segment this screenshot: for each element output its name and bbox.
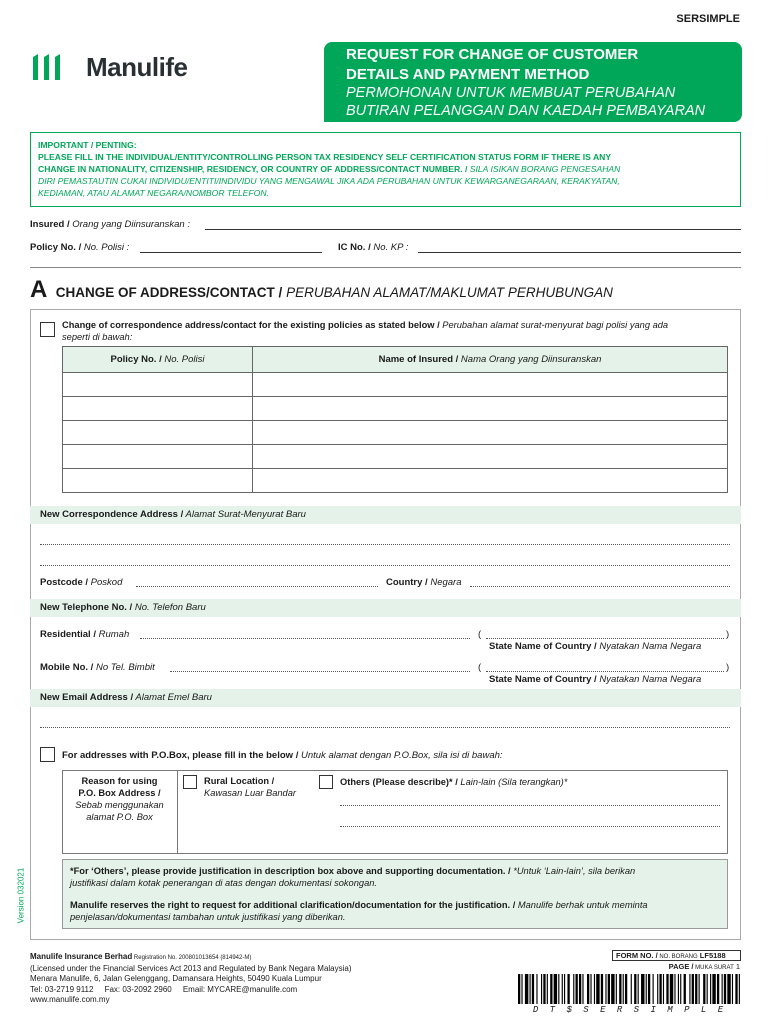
mobile-paren-open: ( (478, 662, 482, 673)
barcode (518, 974, 741, 1004)
title-banner (324, 42, 742, 122)
barcode-bar (689, 974, 690, 1004)
barcode-bar (712, 974, 715, 1004)
barcode-bar (722, 974, 723, 1004)
contact-line: Tel: 03-2719 9112 Fax: 03-2092 2960 Email: MYCARE@manulife.com (30, 984, 298, 994)
others-checkbox[interactable] (319, 775, 333, 789)
country-field[interactable] (470, 586, 730, 587)
policy-no-label: Policy No. / No. Polisi : (30, 242, 130, 253)
country-label: Country / Negara (386, 577, 462, 588)
barcode-bar (616, 974, 617, 1004)
barcode-bar (558, 974, 559, 1004)
section-letter: A (30, 276, 48, 303)
postcode-label: Postcode / Poskod (40, 577, 123, 588)
barcode-bar (678, 974, 679, 1004)
col-policy-no: Policy No. / No. Polisi (63, 347, 253, 373)
notice-ms-line4: KEDIAMAN, ATAU ALAMAT NEGARA/NOMBOR TELEFON. (38, 188, 269, 198)
important-notice (30, 132, 741, 207)
barcode-bar (518, 974, 520, 1004)
notice-en-line2: CHANGE IN NATIONALITY, CITIZENSHIP, RESIDENCY, OR COUNTRY OF ADDRESS/CONTACT NUMBER. / (38, 164, 468, 174)
page-number: PAGE / MUKA SURAT 1 (668, 962, 740, 971)
barcode-bar (724, 974, 726, 1004)
table-row (63, 469, 728, 493)
barcode-bar (657, 974, 658, 1004)
mobile-field[interactable] (170, 671, 470, 672)
barcode-bar (608, 974, 610, 1004)
pobox-reason-divider (177, 770, 178, 854)
reason-label: Reason for using P.O. Box Address / Sebab menggunakan alamat P.O. Box (75, 776, 164, 822)
title-ms-line1: PERMOHONAN UNTUK MEMBUAT PERUBAHAN (346, 85, 676, 101)
barcode-bar (695, 974, 697, 1004)
change-address-checkbox[interactable] (40, 322, 55, 337)
barcode-bar (601, 974, 603, 1004)
section-a-heading: A CHANGE OF ADDRESS/CONTACT / PERUBAHAN ALAMAT/MAKLUMAT PERHUBUNGAN (30, 276, 613, 303)
ic-no-label: IC No. / No. KP : (338, 242, 409, 253)
barcode-bar (532, 974, 534, 1004)
title-en-line2: DETAILS AND PAYMENT METHOD (346, 66, 590, 83)
barcode-bar (547, 974, 548, 1004)
barcode-bar (710, 974, 711, 1004)
barcode-text: D T $ S E R S I M P L E (532, 1005, 727, 1015)
mobile-paren-close: ) (726, 662, 730, 673)
barcode-bar (530, 974, 531, 1004)
form-number-box: FORM NO. / NO. BORANG LF5188 (612, 950, 741, 961)
manulife-logo-icon (30, 52, 64, 82)
barcode-bar (541, 974, 542, 1004)
others-label: Others (Please describe)* / Lain-lain (Sila terangkan)* (340, 777, 568, 787)
barcode-bar (567, 974, 569, 1004)
barcode-bar (573, 974, 574, 1004)
mobile-label: Mobile No. / No Tel. Bimbit (40, 662, 155, 673)
new-telephone-band: New Telephone No. / No. Telefon Baru (30, 599, 741, 617)
form-code-label: SERSIMPLE (676, 13, 740, 25)
barcode-bar (727, 974, 730, 1004)
mobile-country-field[interactable] (486, 671, 724, 672)
barcode-bar (638, 974, 639, 1004)
notice-ms-line3: DIRI PEMASTAUTIN CUKAI INDIVIDU/ENTITI/INDIVIDU YANG MENGAWAL JIKA ADA PERUBAHAN UNTUK KEWARGANEGARAAN, KERAKYATAN, (38, 176, 620, 186)
form-number: LF5188 (699, 951, 726, 960)
barcode-bar (670, 974, 673, 1004)
change-address-label: Change of correspondence address/contact for the existing policies as stated below / Perubahan alamat surat-menyurat bagi polisi yang ada seperti di bawah: (62, 320, 669, 342)
others-line-1[interactable] (340, 805, 720, 806)
notice-heading: IMPORTANT / PENTING: (38, 140, 137, 150)
barcode-bar (732, 974, 733, 1004)
barcode-bar (619, 974, 621, 1004)
pobox-label: For addresses with P.O.Box, please fill in the below / Untuk alamat dengan P.O.Box, sila isi di bawah: (62, 750, 503, 761)
residential-field[interactable] (140, 638, 470, 639)
notice-en-line1: PLEASE FILL IN THE INDIVIDUAL/ENTITY/CONTROLLING PERSON TAX RESIDENCY SELF CERTIFICATION STATUS FORM IF THERE IS ANY (38, 152, 612, 162)
mobile-state-hint: State Name of Country / Nyatakan Nama Negara (489, 674, 702, 685)
insured-field[interactable] (205, 229, 741, 230)
barcode-bar (554, 974, 557, 1004)
barcode-bar (648, 974, 650, 1004)
barcode-bar (692, 974, 694, 1004)
version-label: Version 032021 (16, 867, 26, 924)
barcode-bar (521, 974, 522, 1004)
col-name-insured: Name of Insured / Nama Orang yang Diinsuranskan (253, 347, 728, 373)
policy-cell[interactable] (63, 445, 253, 469)
title-ms-line2: BUTIRAN PELANGGAN DAN KAEDAH PEMBAYARAN (346, 103, 706, 119)
barcode-bar (674, 974, 675, 1004)
table-row (63, 445, 728, 469)
brand-name: Manulife (86, 51, 188, 82)
barcode-bar (659, 974, 661, 1004)
barcode-bar (623, 974, 624, 1004)
barcode-bar (699, 974, 700, 1004)
barcode-bar (739, 974, 740, 1004)
name-cell[interactable] (253, 445, 728, 469)
pobox-checkbox[interactable] (40, 747, 55, 762)
residential-country-field[interactable] (486, 638, 724, 639)
barcode-bar (536, 974, 537, 1004)
new-email-band: New Email Address / Alamat Emel Baru (30, 689, 741, 707)
barcode-bar (631, 974, 632, 1004)
note-others: *For ‘Others’, please provide justification in description box above and supporting documentation. / *Untuk ‘Lain-lain’, sila berikan justifikasi dalam kotak penerangan di atas dengan dokumentasi sokongan. (70, 866, 636, 888)
barcode-bar (611, 974, 614, 1004)
residential-paren-open: ( (478, 629, 482, 640)
address-line-2[interactable] (40, 565, 730, 566)
barcode-bar (634, 974, 636, 1004)
policy-cell[interactable] (63, 421, 253, 445)
notice-ms-line2: SILA ISIKAN BORANG PENGESAHAN (467, 164, 621, 174)
barcode-bar (666, 974, 668, 1004)
address-line-1[interactable] (40, 544, 730, 545)
barcode-bar (594, 974, 595, 1004)
barcode-bar (564, 974, 565, 1004)
insured-label: Insured / Orang yang Diinsuranskan : (30, 219, 190, 230)
title-en-line1: REQUEST FOR CHANGE OF CUSTOMER (346, 46, 639, 63)
policy-no-field[interactable] (140, 252, 322, 253)
footer-company (30, 952, 480, 1006)
new-address-band: New Correspondence Address / Alamat Surat-Menyurat Baru (30, 506, 741, 524)
barcode-bar (653, 974, 654, 1004)
barcode-bar (707, 974, 708, 1004)
postcode-field[interactable] (136, 586, 378, 587)
license-line: (Licensed under the Financial Services Act 2013 and Regulated by Bank Negara Malaysia) (30, 963, 352, 973)
barcode-bar (562, 974, 563, 1004)
notes-box (62, 859, 728, 929)
barcode-bar (590, 974, 591, 1004)
rural-location-label: Rural Location / Kawasan Luar Bandar (204, 776, 296, 798)
barcode-bar (735, 974, 737, 1004)
policy-cell[interactable] (63, 373, 253, 397)
email-field[interactable] (40, 727, 730, 728)
registration-no: Registration No. 200801013654 (814942-M) (132, 955, 252, 961)
others-line-2[interactable] (340, 826, 720, 827)
barcode-bar (525, 974, 528, 1004)
barcode-bar (625, 974, 627, 1004)
manulife-logo (30, 52, 187, 82)
table-row (63, 397, 728, 421)
table-row (63, 373, 728, 397)
name-cell[interactable] (253, 397, 728, 421)
barcode-bar (605, 974, 606, 1004)
name-cell[interactable] (253, 469, 728, 493)
residential-state-hint: State Name of Country / Nyatakan Nama Negara (489, 641, 702, 652)
barcode-bar (646, 974, 647, 1004)
barcode-bar (587, 974, 589, 1004)
residential-label: Residential / Rumah (40, 629, 130, 640)
company-name: Manulife Insurance Berhad (30, 952, 133, 961)
barcode-bar (641, 974, 644, 1004)
website-link[interactable]: www.manulife.com.my (30, 995, 110, 1004)
barcode-bar (582, 974, 583, 1004)
barcode-bar (543, 974, 545, 1004)
barcode-bar (703, 974, 705, 1004)
barcode-bar (596, 974, 599, 1004)
name-cell[interactable] (253, 373, 728, 397)
barcode-bar (680, 974, 681, 1004)
policy-cell[interactable] (63, 469, 253, 493)
divider (30, 267, 741, 268)
name-cell[interactable] (253, 421, 728, 445)
address-line: Menara Manulife, 6, Jalan Gelenggang, Damansara Heights, 50490 Kuala Lumpur (30, 974, 322, 983)
table-row (63, 421, 728, 445)
barcode-bars (518, 974, 741, 1004)
barcode-bar (579, 974, 581, 1004)
policy-cell[interactable] (63, 397, 253, 421)
residential-paren-close: ) (726, 629, 730, 640)
policy-table (62, 346, 728, 493)
ic-no-field[interactable] (418, 252, 741, 253)
rural-location-checkbox[interactable] (183, 775, 197, 789)
barcode-bar (663, 974, 664, 1004)
barcode-bar (717, 974, 719, 1004)
barcode-bar (550, 974, 552, 1004)
barcode-bar (684, 974, 686, 1004)
note-reserves: Manulife reserves the right to request for additional clarification/documentation for the justification. / Manulife berhak untuk meminta penjelasan/dokumentasi tambahan untuk justifikasi yang diberikan. (70, 900, 648, 922)
barcode-bar (576, 974, 578, 1004)
